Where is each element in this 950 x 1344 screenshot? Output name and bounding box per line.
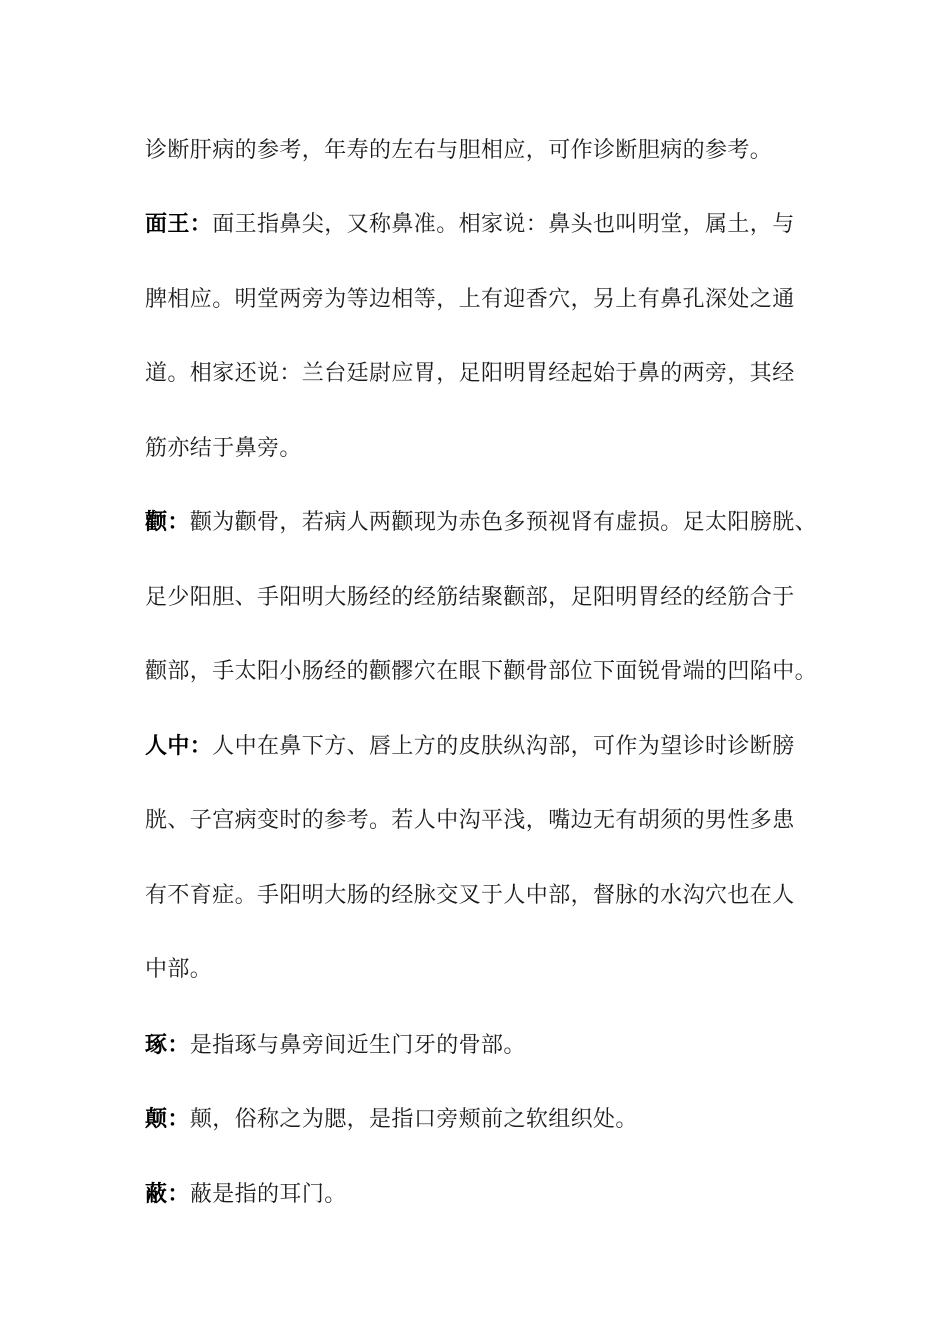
line-text: 颧部，手太阳小肠经的颧髎穴在眼下颧骨部位下面锐骨端的凹陷中。: [145, 659, 818, 684]
text-line-9: [145, 732, 825, 762]
line-text: 有不育症。手阳明大肠的经脉交叉于人中部，督脉的水沟穴也在人: [145, 883, 795, 908]
text-line-6: [145, 508, 825, 538]
text-line-4: [145, 359, 825, 389]
line-text: 人中在鼻下方、唇上方的皮肤纵沟部，可作为望诊时诊断膀: [212, 734, 795, 759]
line-text: 颠，俗称之为腮，是指口旁颊前之软组织处。: [189, 1107, 638, 1132]
text-line-13: [145, 1031, 825, 1061]
text-line-5: [145, 434, 825, 464]
term-label: 蔽：: [145, 1182, 190, 1207]
text-line-12: [145, 955, 825, 985]
line-text: 蔽是指的耳门。: [189, 1182, 347, 1207]
text-line-14: [145, 1105, 825, 1135]
line-text: 颧为颧骨，若病人两颧现为赤色多预视肾有虚损。足太阳膀胱、: [189, 510, 818, 535]
line-text: 是指琢与鼻旁间近生门牙的骨部。: [189, 1033, 526, 1058]
term-label: 颧：: [145, 510, 190, 535]
text-line-7: [145, 583, 825, 613]
text-line-10: [145, 806, 825, 836]
line-text: 足少阳胆、手阳明大肠经的经筋结聚颧部，足阳明胃经的经筋合于: [145, 585, 795, 610]
line-text: 筋亦结于鼻旁。: [145, 436, 302, 461]
text-line-8: [145, 657, 825, 687]
line-text: 诊断肝病的参考，年寿的左右与胆相应，可作诊断胆病的参考。: [145, 138, 773, 163]
text-line-3: [145, 285, 825, 315]
line-text: 道。相家还说：兰台廷尉应胃，足阳明胃经起始于鼻的两旁，其经: [145, 361, 795, 386]
line-text: 中部。: [145, 957, 213, 982]
line-text: 面王指鼻尖，又称鼻准。相家说：鼻头也叫明堂，属土，与: [212, 212, 795, 237]
term-label: 颠：: [145, 1107, 190, 1132]
text-line-15: [145, 1180, 825, 1210]
line-text: 脾相应。明堂两旁为等边相等，上有迎香穴，另上有鼻孔深处之通: [145, 287, 795, 312]
term-label: 琢：: [145, 1033, 190, 1058]
text-line-1: [145, 136, 825, 166]
text-line-11: [145, 881, 825, 911]
line-text: 胱、子宫病变时的参考。若人中沟平浅，嘴边无有胡须的男性多患: [145, 808, 795, 833]
term-label: 面王：: [145, 212, 213, 237]
text-line-2: [145, 210, 825, 240]
term-label: 人中：: [145, 734, 213, 759]
